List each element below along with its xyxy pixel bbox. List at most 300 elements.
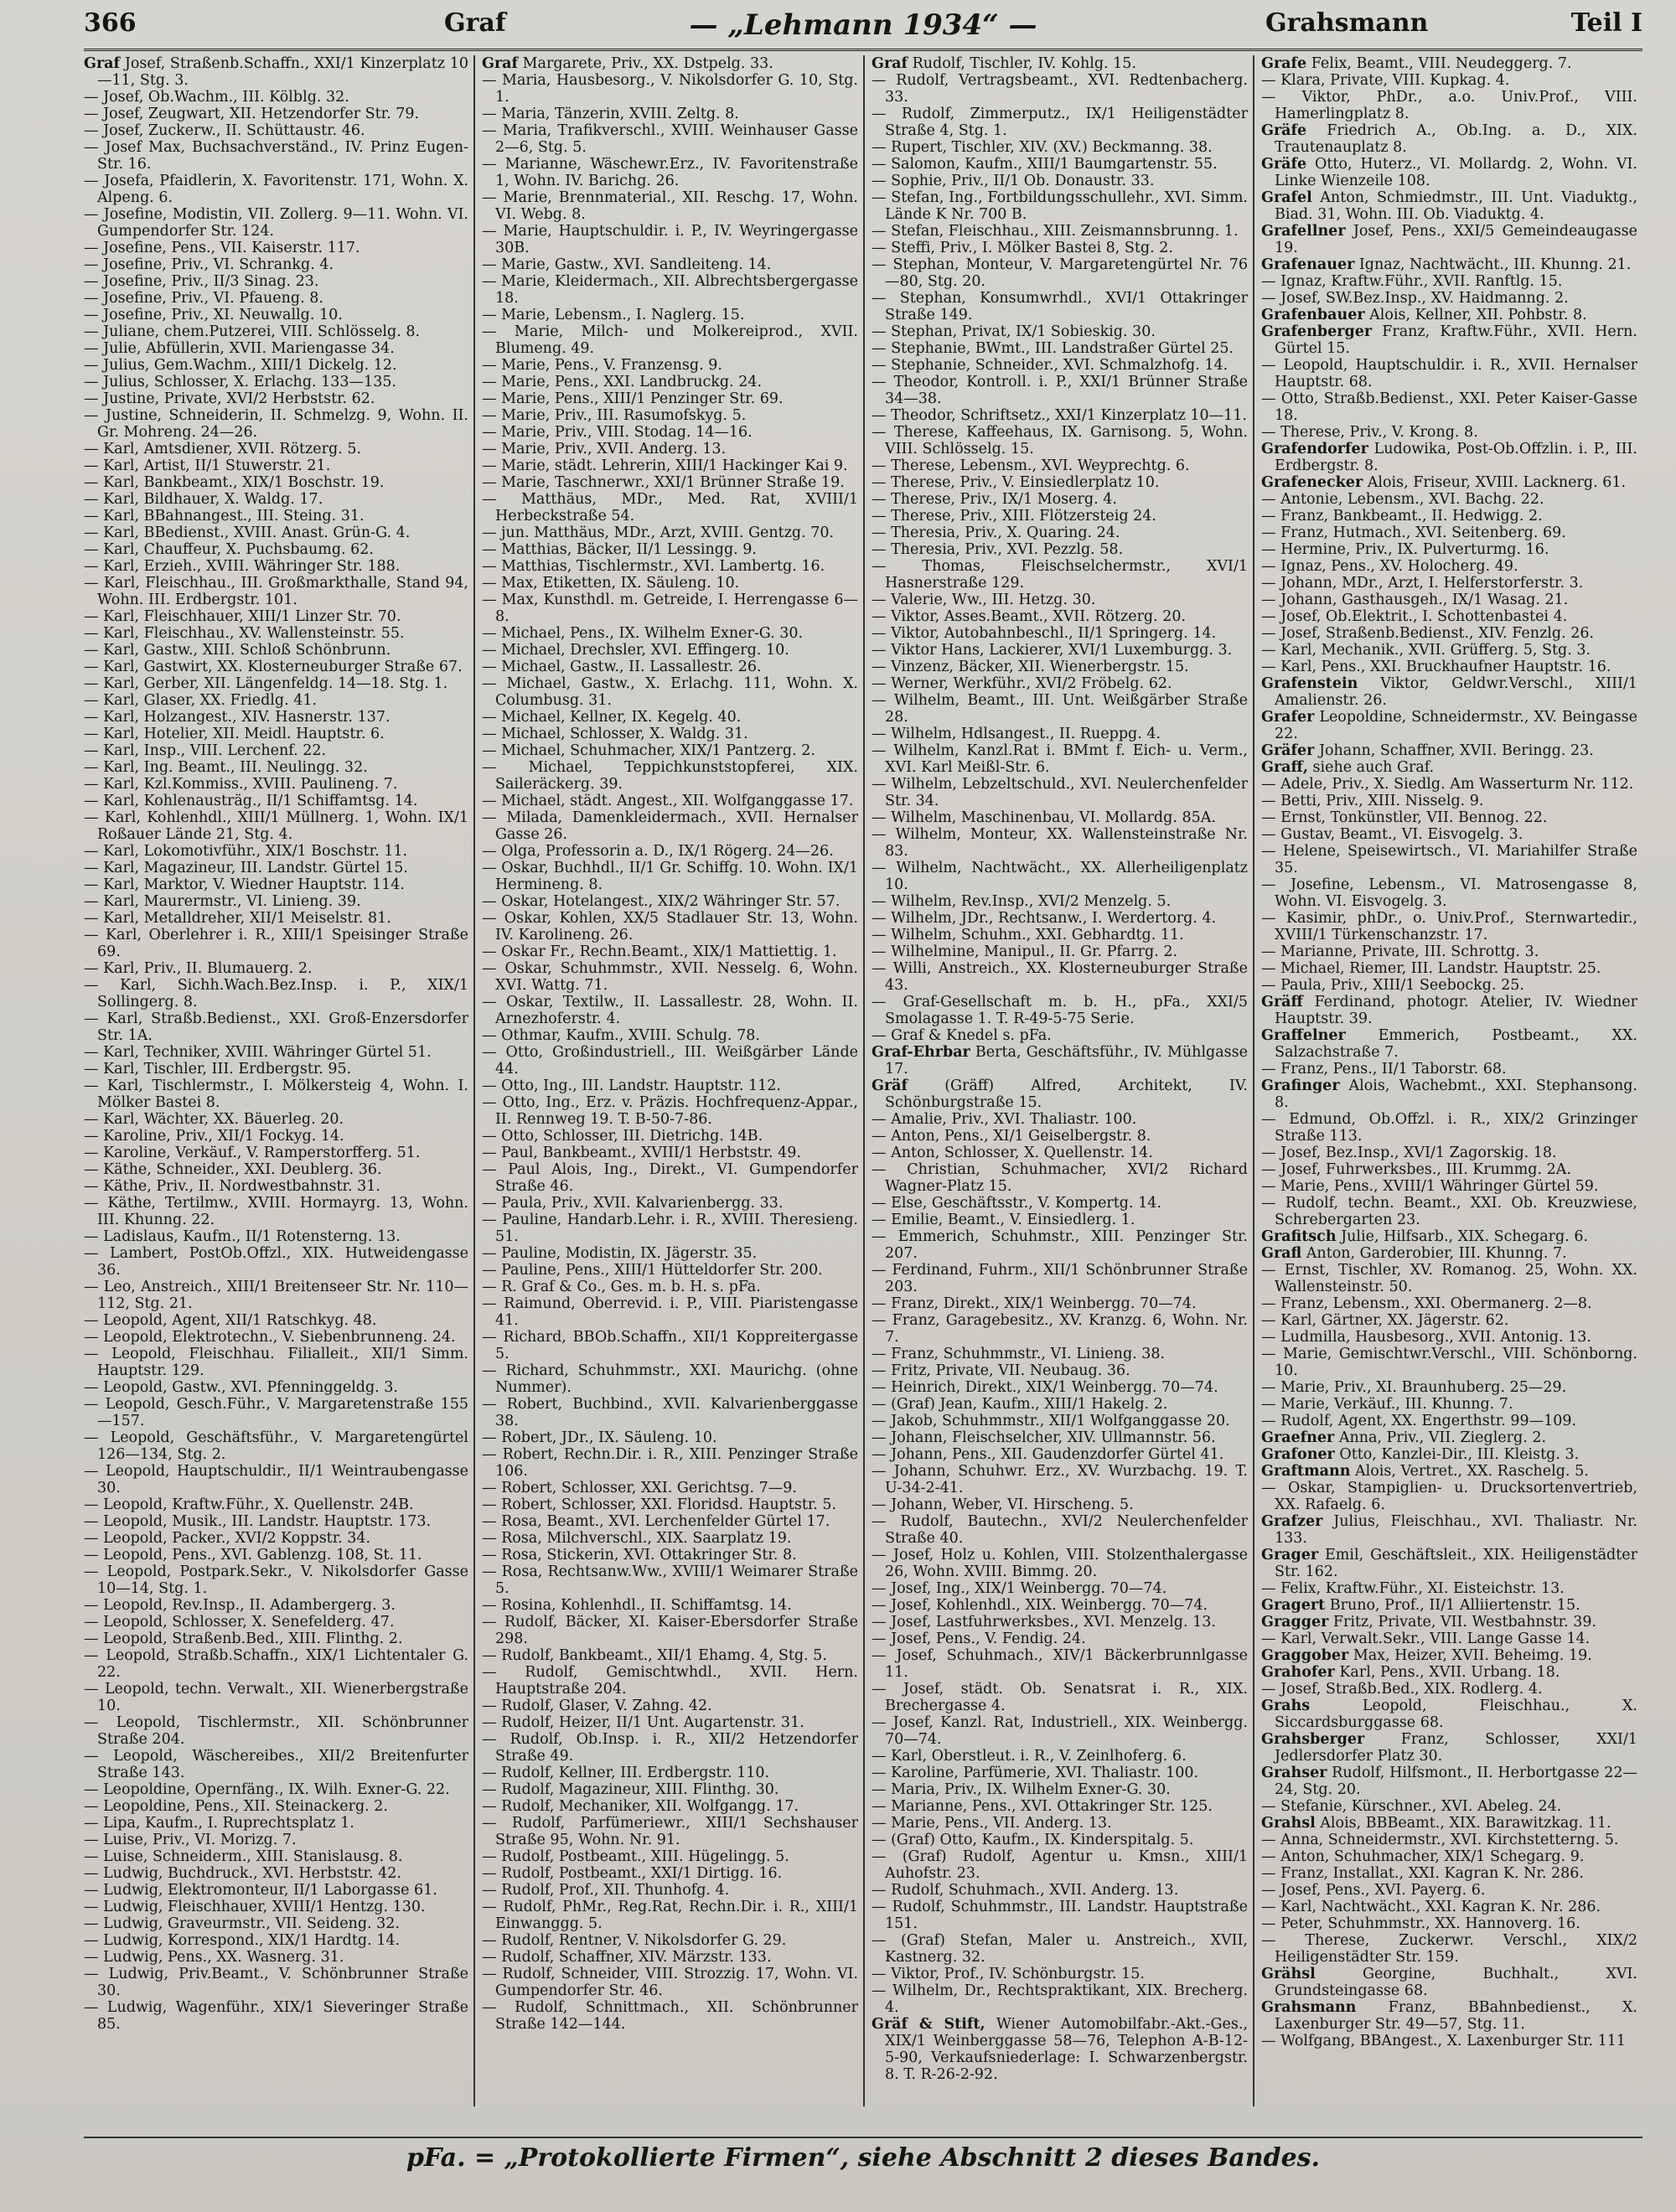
entry-text: — Rudolf, Prof., XII. Thunhofg. 4. xyxy=(482,1882,730,1899)
directory-title: — „Lehmann 1934“ — xyxy=(689,8,1037,42)
directory-entry xyxy=(872,826,1248,860)
entry-text: — Karl, Magazineur, III. Landstr. Gürtel 15. xyxy=(84,860,408,876)
entry-surname: Grafl xyxy=(1261,1245,1302,1262)
entry-text: — Karl, BBedienst., XVIII. Anast. Grün-G. 4. xyxy=(84,525,411,541)
directory-entry xyxy=(1261,910,1637,943)
directory-entry xyxy=(482,106,858,122)
directory-entry xyxy=(1261,793,1637,809)
entry-text: — Julius, Schlosser, X. Erlachg. 133—135. xyxy=(84,374,397,390)
directory-entry xyxy=(84,1044,468,1061)
entry-text: — Karl, Gerber, XII. Längenfeldg. 14—18. Stg. 1. xyxy=(84,675,448,692)
entry-text: — Karl, Insp., VIII. Lerchenf. 22. xyxy=(84,742,327,759)
directory-entry xyxy=(872,1496,1248,1513)
footer-note: pFa. = „Protokollierte Firmen“, siehe Abschnitt 2 dieses Bandes. xyxy=(84,2137,1642,2178)
directory-entry xyxy=(872,1748,1248,1765)
directory-entry xyxy=(1261,525,1637,541)
directory-entry xyxy=(872,893,1248,910)
entry-text: — Richard, Schuhmmstr., XXI. Maurichg. (ohne Nummer). xyxy=(482,1362,858,1396)
directory-entry xyxy=(84,692,468,709)
directory-entry xyxy=(1261,1329,1637,1346)
entry-text: — Marianne, Private, III. Schrottg. 3. xyxy=(1261,943,1539,960)
entry-text: — Antonie, Lebensm., XVI. Bachg. 22. xyxy=(1261,491,1544,508)
directory-entry xyxy=(84,893,468,910)
entry-text: — Willi, Anstreich., XX. Klosterneuburger Straße 43. xyxy=(872,960,1248,994)
entry-text: Julie, Hilfsarb., XIX. Schegarg. 6. xyxy=(1336,1228,1589,1245)
entry-text: — Leopoldine, Opernfäng., IX. Wilh. Exner-G. 22. xyxy=(84,1781,450,1798)
directory-entry xyxy=(872,1899,1248,1932)
directory-entry xyxy=(482,659,858,675)
entry-text: — Oskar, Schuhmmstr., XVII. Nesselg. 6, Wohn. XVI. Wattg. 71. xyxy=(482,960,858,994)
directory-entry xyxy=(84,1010,468,1044)
entry-text: — Marie, Priv., XVII. Anderg. 13. xyxy=(482,441,727,457)
directory-entry xyxy=(84,1647,468,1681)
directory-entry xyxy=(872,642,1248,659)
directory-entry xyxy=(84,1865,468,1882)
entry-text: — Marie, Brennmaterial., XII. Reschg. 17, Wohn. VI. Webg. 8. xyxy=(482,189,858,223)
directory-entry xyxy=(482,893,858,910)
directory-entry xyxy=(84,860,468,876)
entry-text: — Julie, Abfüllerin, XVII. Mariengasse 34. xyxy=(84,340,395,357)
entry-surname: Grafenberger xyxy=(1261,323,1373,340)
directory-entry xyxy=(1261,1597,1637,1614)
directory-entry xyxy=(482,1195,858,1212)
entry-text: — Leopold, Hauptschuldir., II/1 Weintraubengasse 30. xyxy=(84,1463,468,1496)
entry-text: — Justine, Private, XVI/2 Herbststr. 62. xyxy=(84,390,375,407)
entry-text: — Karl, Ing. Beamt., III. Neulingg. 32. xyxy=(84,759,368,776)
directory-entry xyxy=(482,474,858,491)
directory-entry xyxy=(84,256,468,273)
entry-text: — Josef, Holz u. Kohlen, VIII. Stolzenthalergasse 26, Wohn. XVIII. Bimmg. 20. xyxy=(872,1547,1248,1580)
entry-text: — Karl, Metalldreher, XII/1 Meiselstr. 81. xyxy=(84,910,391,927)
directory-entry xyxy=(84,1228,468,1245)
entry-text: — Rosina, Kohlenhdl., II. Schiffamtsg. 14. xyxy=(482,1597,792,1614)
entry-text: Emil, Geschäftsleit., XIX. Heiligenstädter Str. 162. xyxy=(1275,1547,1637,1580)
entry-text: — Franz, Bankbeamt., II. Hedwigg. 2. xyxy=(1261,508,1543,525)
entry-text: — Matthäus, MDr., Med. Rat, XVIII/1 Herbeckstraße 54. xyxy=(482,491,858,525)
entry-text: — Karl, Fleischhau., XV. Wallensteinstr. 55. xyxy=(84,625,405,642)
page-header xyxy=(84,5,1642,51)
directory-entry xyxy=(872,692,1248,726)
directory-entry xyxy=(872,1714,1248,1748)
entry-text: — Karl, Glaser, XX. Friedlg. 41. xyxy=(84,692,318,709)
entry-text: — Anna, Schneidermstr., XVI. Kirchstetterng. 5. xyxy=(1261,1832,1619,1848)
directory-entry xyxy=(1261,1312,1637,1329)
directory-entry xyxy=(872,1362,1248,1379)
entry-text: — Ludwig, Priv.Beamt., V. Schönbrunner Straße 30. xyxy=(84,1966,468,1999)
column-1 xyxy=(84,55,473,2106)
directory-entry xyxy=(1261,642,1637,659)
entry-surname: Graf xyxy=(482,55,519,72)
directory-entry xyxy=(872,1078,1248,1111)
entry-text: — Ludwig, Buchdruck., XVI. Herbststr. 42. xyxy=(84,1865,401,1882)
entry-text: — Else, Geschäftsstr., V. Kompertg. 14. xyxy=(872,1195,1161,1212)
directory-entry xyxy=(1261,1614,1637,1631)
entry-text: — Leopold, Rev.Insp., II. Adambergerg. 3. xyxy=(84,1597,396,1614)
entry-text: — Maria, Tänzerin, XVIII. Zeltg. 8. xyxy=(482,106,739,122)
entry-text: — Werner, Werkführ., XVI/2 Fröbelg. 62. xyxy=(872,675,1172,692)
directory-entry xyxy=(872,223,1248,240)
directory-entry xyxy=(872,256,1248,290)
directory-entry xyxy=(84,809,468,843)
directory-entry xyxy=(1261,1681,1637,1698)
entry-text: — Rudolf, Schnittmach., XII. Schönbrunner Straße 142—144. xyxy=(482,1999,858,2033)
directory-entry xyxy=(872,860,1248,893)
entry-text: — Rupert, Tischler, XIV. (XV.) Beckmanng. 38. xyxy=(872,139,1213,156)
entry-text: — Ignaz, Kraftw.Führ., XVII. Ranftlg. 15. xyxy=(1261,273,1563,290)
directory-entry xyxy=(482,843,858,860)
directory-entry xyxy=(872,139,1248,156)
directory-entry xyxy=(1261,1915,1637,1932)
directory-entry xyxy=(84,541,468,558)
directory-entry xyxy=(872,407,1248,424)
directory-entry xyxy=(1261,474,1637,491)
directory-entry xyxy=(84,1111,468,1128)
directory-entry xyxy=(84,575,468,608)
entry-text: — Karl, Bankbeamt., XIX/1 Boschstr. 19. xyxy=(84,474,385,491)
directory-entry xyxy=(1261,843,1637,876)
directory-entry xyxy=(84,1915,468,1932)
directory-entry xyxy=(482,1698,858,1714)
entry-text: — Karl, Maurermstr., VI. Linieng. 39. xyxy=(84,893,361,910)
entry-text: — Thomas, Fleischselchermstr., XVI/1 Hasnerstraße 129. xyxy=(872,558,1248,592)
entry-text: — Leopold, Fleischhau. Filialleit., XII/1 Simm. Hauptstr. 129. xyxy=(84,1346,468,1379)
entry-text: — Theodor, Schriftsetz., XXI/1 Kinzerplatz 10—11. xyxy=(872,407,1247,424)
entry-text: — Klara, Private, VIII. Kupkag. 4. xyxy=(1261,72,1510,89)
entry-text: — Therese, Zuckerwr. Verschl., XIX/2 Heiligenstädter Str. 159. xyxy=(1261,1932,1637,1966)
directory-entry xyxy=(482,122,858,156)
entry-text: — Ernst, Tonkünstler, VII. Bennog. 22. xyxy=(1261,809,1548,826)
entry-text: — Leopold, Packer., XVI/2 Koppstr. 34. xyxy=(84,1530,371,1547)
directory-entry xyxy=(872,1882,1248,1899)
directory-entry xyxy=(872,1379,1248,1396)
entry-text: — Karl, Verwalt.Sekr., VIII. Lange Gasse 14. xyxy=(1261,1631,1591,1647)
directory-entry xyxy=(872,1848,1248,1882)
entry-text: Franz, Schlosser, XXI/1 Jedlersdorfer Platz 30. xyxy=(1275,1731,1637,1765)
entry-surname: Grafzer xyxy=(1261,1513,1323,1530)
entry-text: — R. Graf & Co., Ges. m. b. H. s. pFa. xyxy=(482,1279,761,1295)
directory-entry xyxy=(482,1647,858,1664)
entry-text: — Paula, Priv., XVII. Kalvarienbergg. 33. xyxy=(482,1195,784,1212)
entry-text: Emmerich, Postbeamt., XX. Salzachstraße 7. xyxy=(1275,1027,1637,1061)
entry-text: — Rudolf, Glaser, V. Zahng. 42. xyxy=(482,1698,712,1714)
directory-entry xyxy=(1261,742,1637,759)
entry-text: — Leopold, Geschäftsführ., V. Margaretengürtel 126—134, Stg. 2. xyxy=(84,1429,468,1463)
directory-entry xyxy=(1261,1647,1637,1664)
entry-text: Franz, Kraftw.Führ., XVII. Hern. Gürtel 15. xyxy=(1275,323,1637,357)
directory-entry xyxy=(482,307,858,323)
entry-surname: Gräfer xyxy=(1261,742,1315,759)
directory-entry xyxy=(482,390,858,407)
entry-text: — Fritz, Private, VII. Neubaug. 36. xyxy=(872,1362,1130,1379)
entry-text: — Robert, JDr., IX. Säuleng. 10. xyxy=(482,1429,717,1446)
directory-entry xyxy=(1261,1111,1637,1145)
directory-entry xyxy=(872,1765,1248,1781)
directory-entry xyxy=(84,776,468,793)
directory-entry xyxy=(482,1044,858,1078)
directory-entry xyxy=(872,675,1248,692)
entry-text: — Michael, Schuhmacher, XIX/1 Pantzerg. 2. xyxy=(482,742,815,759)
entry-text: — Michael, Schlosser, X. Waldg. 31. xyxy=(482,726,748,742)
directory-entry xyxy=(1261,290,1637,307)
entry-text: Leopoldine, Schneidermstr., XV. Beingasse 22. xyxy=(1275,709,1637,742)
entry-text: — Josefa, Pfaidlerin, X. Favoritenstr. 171, Wohn. X. Alpeng. 6. xyxy=(84,173,468,206)
entry-text: Alois, Friseur, XVIII. Lacknerg. 61. xyxy=(1363,474,1627,491)
entry-text: — Karl, Amtsdiener, XVII. Rötzerg. 5. xyxy=(84,441,362,457)
directory-entry xyxy=(84,1178,468,1195)
directory-entry xyxy=(84,441,468,457)
entry-text: — Rudolf, techn. Beamt., XXI. Ob. Kreuzwiese, Schrebergarten 23. xyxy=(1261,1195,1637,1228)
directory-entry xyxy=(84,726,468,742)
entry-text: — Marie, Gemischtwr.Verschl., VIII. Schönborng. 10. xyxy=(1261,1346,1637,1379)
directory-entry xyxy=(482,742,858,759)
entry-surname: Graefner xyxy=(1261,1429,1335,1446)
entry-text: — Käthe, Priv., II. Nordwestbahnstr. 31. xyxy=(84,1178,380,1195)
entry-text: — Josef, Fuhrwerksbes., III. Krummg. 2A. xyxy=(1261,1161,1571,1178)
entry-text: — Otto, Ing., Erz. v. Präzis. Hochfrequenz-Appar., II. Rennweg 19. T. B-50-7-86. xyxy=(482,1094,858,1128)
directory-entry xyxy=(84,1161,468,1178)
directory-entry xyxy=(84,960,468,977)
directory-entry xyxy=(482,1094,858,1128)
entry-text: — Karl, Gastw., XIII. Schloß Schönbrunn. xyxy=(84,642,391,659)
entry-text: — Rudolf, Kellner, III. Erdbergstr. 110. xyxy=(482,1765,770,1781)
entry-text: — Stephanie, Schneider., XVI. Schmalzhofg. 14. xyxy=(872,357,1229,374)
entry-text: — Gustav, Beamt., VI. Eisvogelg. 3. xyxy=(1261,826,1523,843)
entry-text: — Rudolf, Mechaniker, XII. Wolfgangg. 17. xyxy=(482,1798,799,1815)
entry-text: — Rudolf, Zimmerputz., IX/1 Heiligenstädter Straße 4, Stg. 1. xyxy=(872,106,1248,139)
entry-text: — Marianne, Pens., XVI. Ottakringer Str. 125. xyxy=(872,1798,1213,1815)
entry-text: — Leopold, Straßenb.Bed., XIII. Flinthg. 2. xyxy=(84,1631,403,1647)
directory-entry xyxy=(1261,994,1637,1027)
directory-entry xyxy=(84,1195,468,1228)
directory-entry xyxy=(84,1279,468,1312)
entry-text: — Stefan, Ing., Fortbildungsschullehr., XVI. Simm. Lände K Nr. 700 B. xyxy=(872,189,1248,223)
directory-entry xyxy=(84,1681,468,1714)
entry-text: — Karl, BBahnangest., III. Steing. 31. xyxy=(84,508,365,525)
directory-entry xyxy=(1261,1899,1637,1915)
directory-entry xyxy=(872,508,1248,525)
directory-entry xyxy=(482,709,858,726)
entry-surname: Graff, xyxy=(1261,759,1308,776)
entry-text: — Karl, Straßb.Bedienst., XXI. Groß-Enzersdorfer Str. 1A. xyxy=(84,1010,468,1044)
directory-entry xyxy=(872,340,1248,357)
directory-entry xyxy=(84,876,468,893)
directory-entry xyxy=(1261,558,1637,575)
entry-surname: Graffelner xyxy=(1261,1027,1346,1044)
directory-entry xyxy=(872,809,1248,826)
directory-entry xyxy=(1261,1429,1637,1446)
entry-text: — Oskar, Kohlen, XX/5 Stadlauer Str. 13, Wohn. IV. Karolineng. 26. xyxy=(482,910,858,943)
directory-entry xyxy=(84,1848,468,1865)
entry-text: — Wilhelm, JDr., Rechtsanw., I. Werdertorg. 4. xyxy=(872,910,1217,927)
entry-text: — Karl, Oberlehrer i. R., XIII/1 Speisinger Straße 69. xyxy=(84,927,468,960)
entry-text: — Käthe, Schneider., XXI. Deublerg. 36. xyxy=(84,1161,382,1178)
directory-entry xyxy=(84,843,468,860)
directory-entry xyxy=(1261,1882,1637,1899)
directory-entry xyxy=(84,1949,468,1966)
entry-text: — Johann, Weber, VI. Hirscheng. 5. xyxy=(872,1496,1134,1513)
directory-entry xyxy=(872,1111,1248,1128)
entry-text: — Karl, Artist, II/1 Stuwerstr. 21. xyxy=(84,457,331,474)
entry-surname: Grafenbauer xyxy=(1261,307,1365,323)
entry-text: — Otto, Ing., III. Landstr. Hauptstr. 112. xyxy=(482,1078,781,1094)
entry-surname: Grafenecker xyxy=(1261,474,1363,491)
directory-entry xyxy=(872,776,1248,809)
entry-text: — Josef, Ing., XIX/1 Weinbergg. 70—74. xyxy=(872,1580,1167,1597)
entry-text: — Justine, Schneiderin, II. Schmelzg. 9, Wohn. II. Gr. Mohreng. 24—26. xyxy=(84,407,468,441)
directory-entry xyxy=(872,1547,1248,1580)
entry-text: — (Graf) Rudolf, Agentur u. Kmsn., XIII/1 Auhofstr. 23. xyxy=(872,1848,1248,1882)
entry-text: — Otto, Straßb.Bedienst., XXI. Peter Kaiser-Gasse 18. xyxy=(1261,390,1637,424)
directory-entry xyxy=(872,1966,1248,1982)
entry-text: Franz, BBahnbedienst., X. Laxenburger Str. 49—57, Stg. 11. xyxy=(1275,1999,1637,2033)
directory-entry xyxy=(1261,1765,1637,1798)
directory-entry xyxy=(872,1982,1248,2016)
entry-text: — Sophie, Priv., II/1 Ob. Donaustr. 33. xyxy=(872,173,1155,189)
entry-text: — Anton, Schlosser, X. Quellenstr. 14. xyxy=(872,1145,1153,1161)
entry-text: — Karl, Lokomotivführ., XIX/1 Boschstr. 11. xyxy=(84,843,408,860)
directory-entry xyxy=(872,156,1248,173)
directory-entry xyxy=(84,240,468,256)
entry-text: — Marie, Lebensm., I. Naglerg. 15. xyxy=(482,307,745,323)
directory-entry xyxy=(1261,256,1637,273)
entry-text: — Karl, Wächter, XX. Bäuerleg. 20. xyxy=(84,1111,344,1128)
directory-entry xyxy=(84,625,468,642)
directory-entry xyxy=(482,223,858,256)
entry-text: Josef, Pens., XXI/5 Gemeindeaugasse 19. xyxy=(1275,223,1637,256)
column-3 xyxy=(863,55,1253,2106)
directory-entry xyxy=(872,1128,1248,1145)
directory-entry xyxy=(84,273,468,290)
entry-text: Leopold, Fleischhau., X. Siccardsburggasse 68. xyxy=(1275,1698,1637,1731)
entry-text: — Stefanie, Kürschner., XVI. Abeleg. 24. xyxy=(1261,1798,1562,1815)
entry-text: Josef, Straßenb.Schaffn., XXI/1 Kinzerplatz 10—11, Stg. 3. xyxy=(97,55,468,89)
directory-entry xyxy=(84,474,468,491)
entry-text: — Rudolf, Bäcker, XI. Kaiser-Ebersdorfer Straße 298. xyxy=(482,1614,858,1647)
directory-entry xyxy=(482,1329,858,1362)
entry-text: — Ferdinand, Fuhrm., XII/1 Schönbrunner Straße 203. xyxy=(872,1262,1248,1295)
entry-text: — Josef, Zeugwart, XII. Hetzendorfer Str. 79. xyxy=(84,106,420,122)
directory-entry xyxy=(1261,55,1637,72)
directory-entry xyxy=(482,1480,858,1496)
directory-entry xyxy=(1261,89,1637,122)
entry-text: — Karl, Marktor, V. Wiedner Hauptstr. 114. xyxy=(84,876,405,893)
entry-text: — Theresia, Priv., X. Quaring. 24. xyxy=(872,525,1120,541)
directory-entry xyxy=(482,525,858,541)
entry-text: — Karl, Kohlenhdl., XIII/1 Müllnerg. 1, Wohn. IX/1 Roßauer Lände 21, Stg. 4. xyxy=(84,809,468,843)
entry-text: — Therese, Priv., V. Krong. 8. xyxy=(1261,424,1478,441)
entry-text: — Maria, Hausbesorg., V. Nikolsdorfer G. 10, Stg. 1. xyxy=(482,72,858,106)
directory-entry xyxy=(482,1664,858,1698)
directory-entry xyxy=(1261,592,1637,608)
entry-text: — Leopold, Elektrotechn., V. Siebenbrunneng. 24. xyxy=(84,1329,456,1346)
directory-entry xyxy=(872,1681,1248,1714)
entry-surname: Grafel xyxy=(1261,189,1312,206)
entry-text: — Marie, Priv., XI. Braunhuberg. 25—29. xyxy=(1261,1379,1567,1396)
entry-text: — (Graf) Jean, Kaufm., XIII/1 Hakelg. 2. xyxy=(872,1396,1168,1413)
directory-entry xyxy=(84,106,468,122)
directory-entry xyxy=(1261,1798,1637,1815)
entry-text: — Franz, Hutmach., XVI. Seitenberg. 69. xyxy=(1261,525,1566,541)
entry-text: — Josef, Straßb.Bed., XIX. Rodlerg. 4. xyxy=(1261,1681,1543,1698)
entry-text: — Wilhelm, Schuhm., XXI. Gebhardtg. 11. xyxy=(872,927,1184,943)
entry-text: — Franz, Pens., II/1 Taborstr. 68. xyxy=(1261,1061,1507,1078)
directory-entry xyxy=(84,608,468,625)
entry-text: — Valerie, Ww., III. Hetzg. 30. xyxy=(872,592,1096,608)
directory-entry xyxy=(482,1513,858,1530)
entry-text: — Josef, Ob.Elektrit., I. Schottenbastei 4. xyxy=(1261,608,1568,625)
directory-entry xyxy=(482,1999,858,2033)
entry-text: — Ludwig, Wagenführ., XIX/1 Sieveringer Straße 85. xyxy=(84,1999,468,2033)
directory-entry xyxy=(482,457,858,474)
directory-entry xyxy=(1261,1815,1637,1832)
entry-text: — Wilhelm, Monteur, XX. Wallensteinstraße Nr. 83. xyxy=(872,826,1248,860)
entry-surname: Gräfe xyxy=(1261,122,1307,139)
directory-entry xyxy=(872,2016,1248,2083)
entry-text: — Marie, Pens., V. Franzensg. 9. xyxy=(482,357,722,374)
entry-text: — Viktor, PhDr., a.o. Univ.Prof., VIII. Hamerlingplatz 8. xyxy=(1261,89,1637,122)
directory-entry xyxy=(482,1027,858,1044)
entry-text: — Therese, Priv., V. Einsiedlerplatz 10. xyxy=(872,474,1160,491)
entry-surname: Grahsmann xyxy=(1261,1999,1357,2016)
directory-entry xyxy=(1261,1865,1637,1882)
entry-text: — Kasimir, phDr., o. Univ.Prof., Sternwartedir., XVIII/1 Türkenschanzstr. 17. xyxy=(1261,910,1637,943)
directory-entry xyxy=(1261,273,1637,290)
directory-entry xyxy=(84,1128,468,1145)
directory-entry xyxy=(84,927,468,960)
entry-text: — Jakob, Schuhmmstr., XII/1 Wolfganggasse 20. xyxy=(872,1413,1230,1429)
entry-text: — Anton, Schuhmacher, XIX/1 Schegarg. 9. xyxy=(1261,1848,1585,1865)
entry-text: — Rudolf, Magazineur, XIII. Flinthg. 30. xyxy=(482,1781,779,1798)
entry-text: — Stephanie, BWmt., III. Landstraßer Gürtel 25. xyxy=(872,340,1234,357)
directory-entry xyxy=(84,89,468,106)
entry-text: — Josef, Pens., XVI. Payerg. 6. xyxy=(1261,1882,1486,1899)
entry-surname: Grahser xyxy=(1261,1765,1327,1781)
directory-entry xyxy=(872,1798,1248,1815)
directory-entry xyxy=(482,675,858,709)
directory-entry xyxy=(84,1379,468,1396)
entry-text: — Leopold, Hauptschuldir. i. R., XVII. Hernalser Hauptstr. 68. xyxy=(1261,357,1637,390)
entry-text: — Matthias, Tischlermstr., XVI. Lambertg. 16. xyxy=(482,558,825,575)
entry-surname: Gragert xyxy=(1261,1597,1326,1614)
directory-entry xyxy=(1261,1027,1637,1061)
directory-entry xyxy=(1261,1698,1637,1731)
entry-text: Fritz, Private, VII. Westbahnstr. 39. xyxy=(1328,1614,1597,1631)
directory-entry xyxy=(872,1413,1248,1429)
entry-text: Max, Heizer, XVII. Beheimg. 19. xyxy=(1348,1647,1592,1664)
directory-entry xyxy=(1261,1295,1637,1312)
entry-text: — Wolfgang, BBAngest., X. Laxenburger Str. 111 xyxy=(1261,2033,1627,2049)
directory-entry xyxy=(872,1513,1248,1547)
directory-entry xyxy=(872,1932,1248,1966)
directory-entry xyxy=(482,1295,858,1329)
directory-entry xyxy=(1261,709,1637,742)
entry-text: — Marie, Priv., VIII. Stodag. 14—16. xyxy=(482,424,753,441)
entry-text: — Richard, BBOb.Schaffn., XII/1 Koppreitergasse 5. xyxy=(482,1329,858,1362)
directory-entry xyxy=(84,307,468,323)
directory-entry xyxy=(482,1530,858,1547)
directory-entry xyxy=(872,491,1248,508)
directory-entry xyxy=(1261,156,1637,189)
entry-text: — Viktor, Asses.Beamt., XVII. Rötzerg. 20. xyxy=(872,608,1187,625)
entry-text: — Ernst, Tischler, XV. Romanog. 25, Wohn. XX. Wallensteinstr. 50. xyxy=(1261,1262,1637,1295)
entry-text: — Karl, Bildhauer, X. Waldg. 17. xyxy=(84,491,323,508)
entry-surname: Gräff xyxy=(1261,994,1303,1010)
entry-text: — Leopold, Straßb.Schaffn., XIX/1 Lichtentaler G. 22. xyxy=(84,1647,468,1681)
entry-text: — Stephan, Monteur, V. Margaretengürtel Nr. 76—80, Stg. 20. xyxy=(872,256,1248,290)
entry-text: — Rudolf, Bautechn., XVI/2 Neulerchenfelder Straße 40. xyxy=(872,1513,1248,1547)
directory-entry xyxy=(872,1463,1248,1496)
entry-text: — Karl, Mechanik., XVII. Grüfferg. 5, Stg. 3. xyxy=(1261,642,1591,659)
